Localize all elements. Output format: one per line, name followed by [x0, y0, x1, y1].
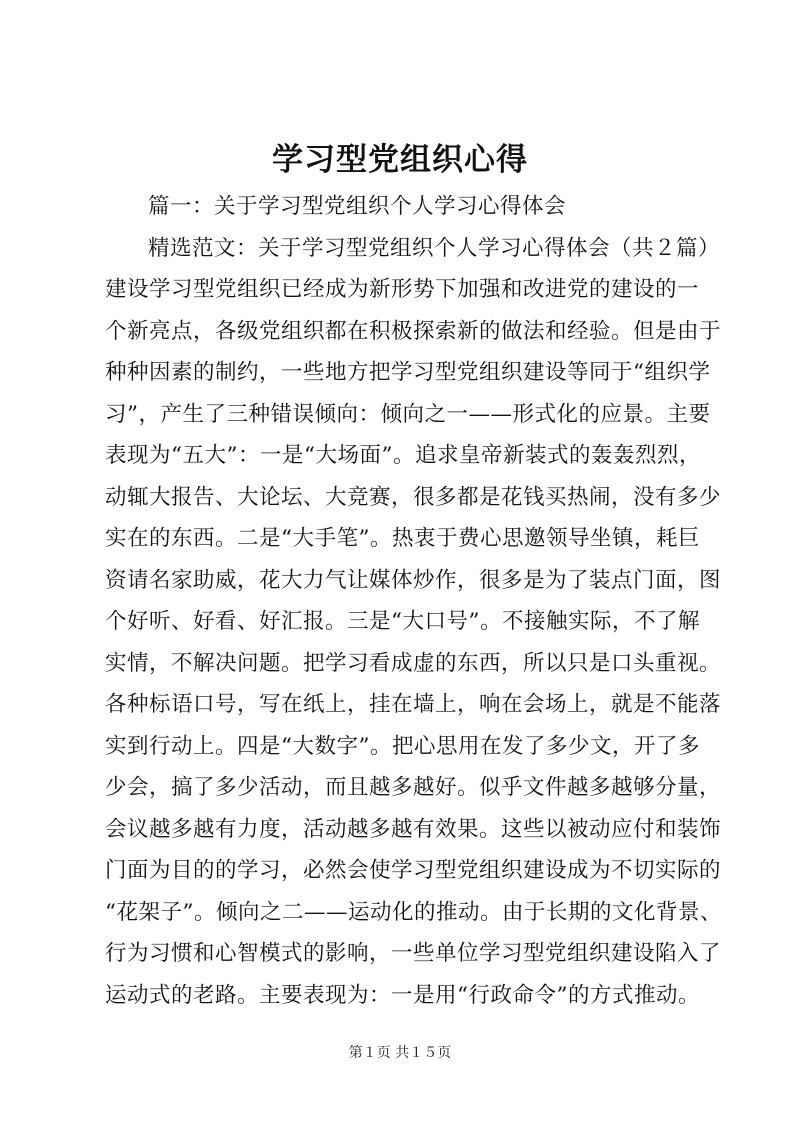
paragraph-line: 实到行动上。四是“大数字”。把心思用在发了多少文，开了多 — [105, 733, 700, 759]
paragraph-line: 会议越多越有力度，活动越多越有效果。这些以被动应付和装饰 — [105, 816, 722, 842]
paragraph-line: “花架子”。倾向之二——运动化的推动。由于长期的文化背景、 — [105, 899, 722, 925]
document-body — [105, 186, 722, 1016]
paragraph-line: 个新亮点，各级党组织都在积极探索新的做法和经验。但是由于 — [105, 318, 722, 344]
paragraph-line: 种种因素的制约，一些地方把学习型党组织建设等同于“组织学 — [105, 360, 711, 385]
paragraph-line: 各种标语口号，写在纸上，挂在墙上，响在会场上，就是不能落 — [105, 692, 722, 717]
paragraph-line: 门面为目的的学习，必然会使学习型党组织建设成为不切实际的 — [105, 858, 722, 883]
page-number-footer: 第１页 共１５页 — [348, 1045, 452, 1061]
paragraph-line: 建设学习型党组织已经成为新形势下加强和改进党的建设的一 — [105, 277, 700, 302]
paragraph-line: 行为习惯和心智模式的影响，一些单位学习型党组织建设陷入了 — [105, 941, 722, 966]
paragraph-line: 实在的东西。二是“大手笔”。热衷于费心思邀领导坐镇，耗巨 — [105, 526, 700, 551]
document-title: 学习型党组织心得 — [272, 142, 528, 178]
paragraph-line: 动辄大报告、大论坛、大竞赛，很多都是花钱买热闹，没有多少 — [105, 484, 722, 510]
paragraph-line: 实情，不解决问题。把学习看成虚的东西，所以只是口头重视。 — [105, 650, 722, 676]
paragraph-line: 习”，产生了三种错误倾向：倾向之一——形式化的应景。主要 — [105, 401, 711, 427]
paragraph-line: 表现为“五大”：一是“大场面”。追求皇帝新装式的轰轰烈烈， — [105, 443, 701, 468]
paragraph-line: 少会，搞了多少活动，而且越多越好。似乎文件越多越够分量， — [105, 775, 722, 800]
paragraph-line: 资请名家助威，花大力气让媒体炒作，很多是为了装点门面，图 — [105, 567, 722, 593]
paragraph-line: 精选范文：关于学习型党组织个人学习心得体会（共２篇） — [148, 235, 721, 261]
paragraph-line: 篇一：关于学习型党组织个人学习心得体会 — [148, 194, 567, 219]
paragraph-line: 个好听、好看、好汇报。三是“大口号”。不接触实际，不了解 — [105, 609, 700, 634]
paragraph-line: 运动式的老路。主要表现为：一是用“行政命令”的方式推动。 — [105, 982, 700, 1008]
